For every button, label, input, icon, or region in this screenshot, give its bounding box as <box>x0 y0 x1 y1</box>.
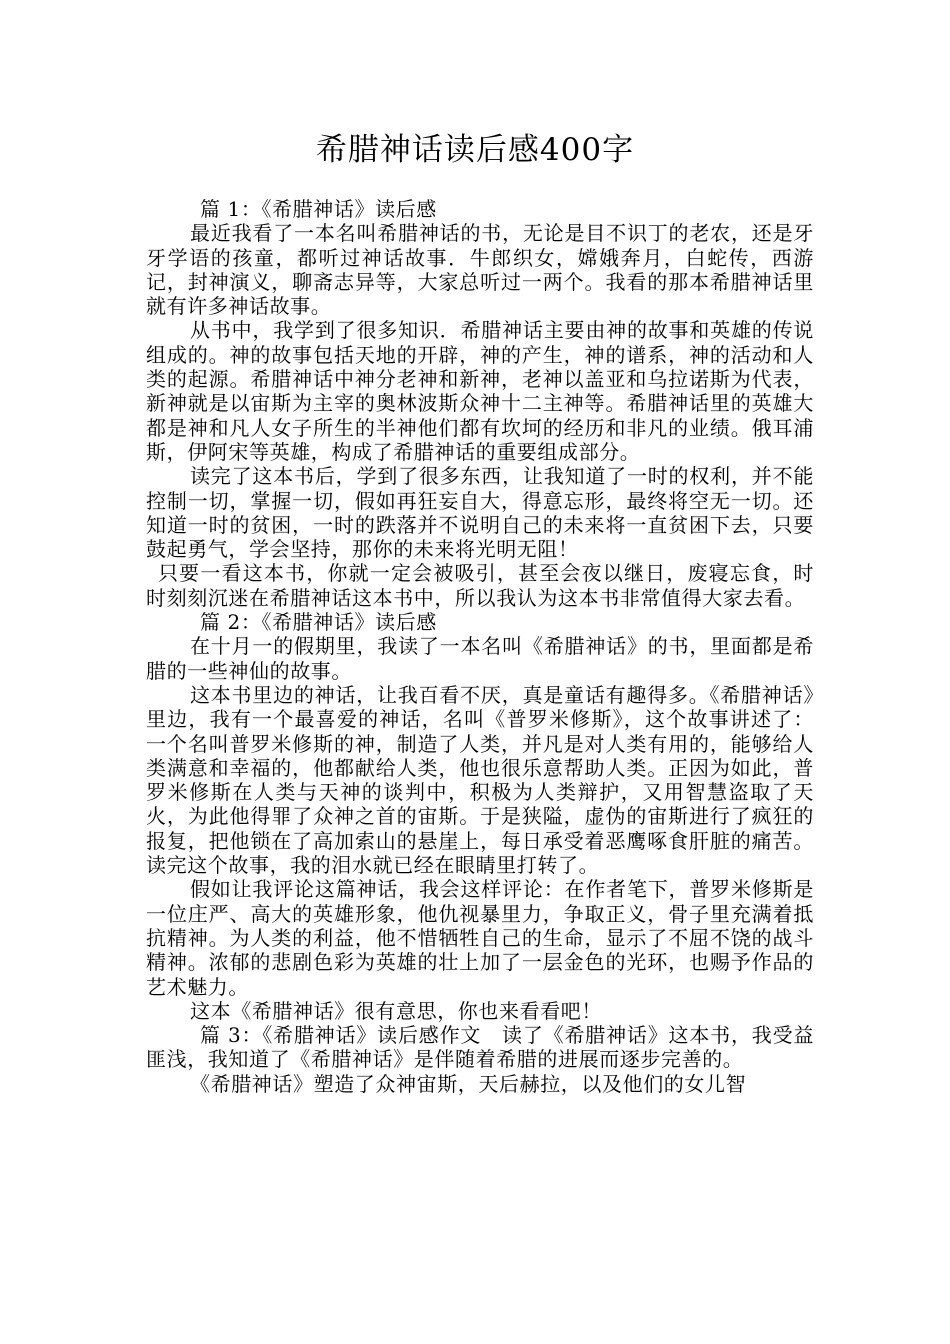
document-title: 希腊神话读后感400字 <box>315 132 635 168</box>
section-heading-1: 篇 1：《希腊神话》读后感 <box>200 197 437 221</box>
document-body <box>146 197 814 1096</box>
paragraph: 只要一看这本书，你就一定会被吸引，甚至会夜以继日，废寝忘食，时时刻刻沉迷在希腊神话这本书中，所以我认为这本书非常值得大家去看。 <box>146 561 814 610</box>
paragraph: 在十月一的假期里，我读了一本名叫《希腊神话》的书，里面都是希腊的一些神仙的故事。 <box>146 634 814 683</box>
paragraph: 从书中，我学到了很多知识．希腊神话主要由神的故事和英雄的传说组成的。神的故事包括天地的开辟，神的产生，神的谱系，神的活动和人类的起源。希腊神话中神分老神和新神，老神以盖亚和乌拉诺斯为代表，新神就是以宙斯为主宰的奥林波斯众神十二主神等。希腊神话里的英雄大都是神和凡人女子所生的半神他们都有坎坷的经历和非凡的业绩。俄耳浦斯，伊阿宋等英雄，构成了希腊神话的重要组成部分。 <box>146 318 814 464</box>
paragraph: 读完了这本书后，学到了很多东西，让我知道了一时的权利，并不能控制一切，掌握一切，假如再狂妄自大，得意忘形，最终将空无一切。还知道一时的贫困，一时的跌落并不说明自己的未来将一直贫困下去，只要鼓起勇气，学会坚持，那你的未来将光明无阻！ <box>146 464 814 562</box>
paragraph: 《希腊神话》塑造了众神宙斯，天后赫拉，以及他们的女儿智 <box>190 1071 747 1096</box>
section-heading-2: 篇 2：《希腊神话》读后感 <box>200 610 437 635</box>
paragraph: 最近我看了一本名叫希腊神话的书，无论是目不识丁的老农，还是牙牙学语的孩童，都听过神话故事．牛郎织女，嫦娥奔月，白蛇传，西游记，封神演义，聊斋志异等，大家总听过一两个。我看的那本希腊神话里就有许多神话故事。 <box>146 221 814 319</box>
section-heading-3: 篇 3：《希腊神话》读后感作文 读了《希腊神话》这本书，我受益匪浅，我知道了《希腊神话》是伴随着希腊的进展而逐步完善的。 <box>146 1023 814 1072</box>
paragraph: 这本《希腊神话》很有意思，你也来看看吧！ <box>190 998 602 1023</box>
paragraph: 假如让我评论这篇神话，我会这样评论：在作者笔下，普罗米修斯是一位庄严、高大的英雄形象，他仇视暴里力，争取正义，骨子里充满着抵抗精神。为人类的利益，他不惜牺牲自己的生命，显示了不屈不饶的战斗精神。浓郁的悲剧色彩为英雄的壮上加了一层金色的光环，也赐予作品的艺术魅力。 <box>146 877 814 999</box>
paragraph: 这本书里边的神话，让我百看不厌，真是童话有趣得多。《希腊神话》里边，我有一个最喜爱的神话，名叫《普罗米修斯》，这个故事讲述了：一个名叫普罗米修斯的神，制造了人类，并凡是对人类有用的，能够给人类满意和幸福的，他都献给人类，他也很乐意帮助人类。正因为如此，普罗米修斯在人类与天神的谈判中，积极为人类辩护，又用智慧盗取了天火，为此他得罪了众神之首的宙斯。于是狭隘，虚伪的宙斯进行了疯狂的报复，把他锁在了高加索山的悬崖上，每日承受着恶鹰啄食肝脏的痛苦。读完这个故事，我的泪水就已经在眼睛里打转了。 <box>146 682 814 878</box>
